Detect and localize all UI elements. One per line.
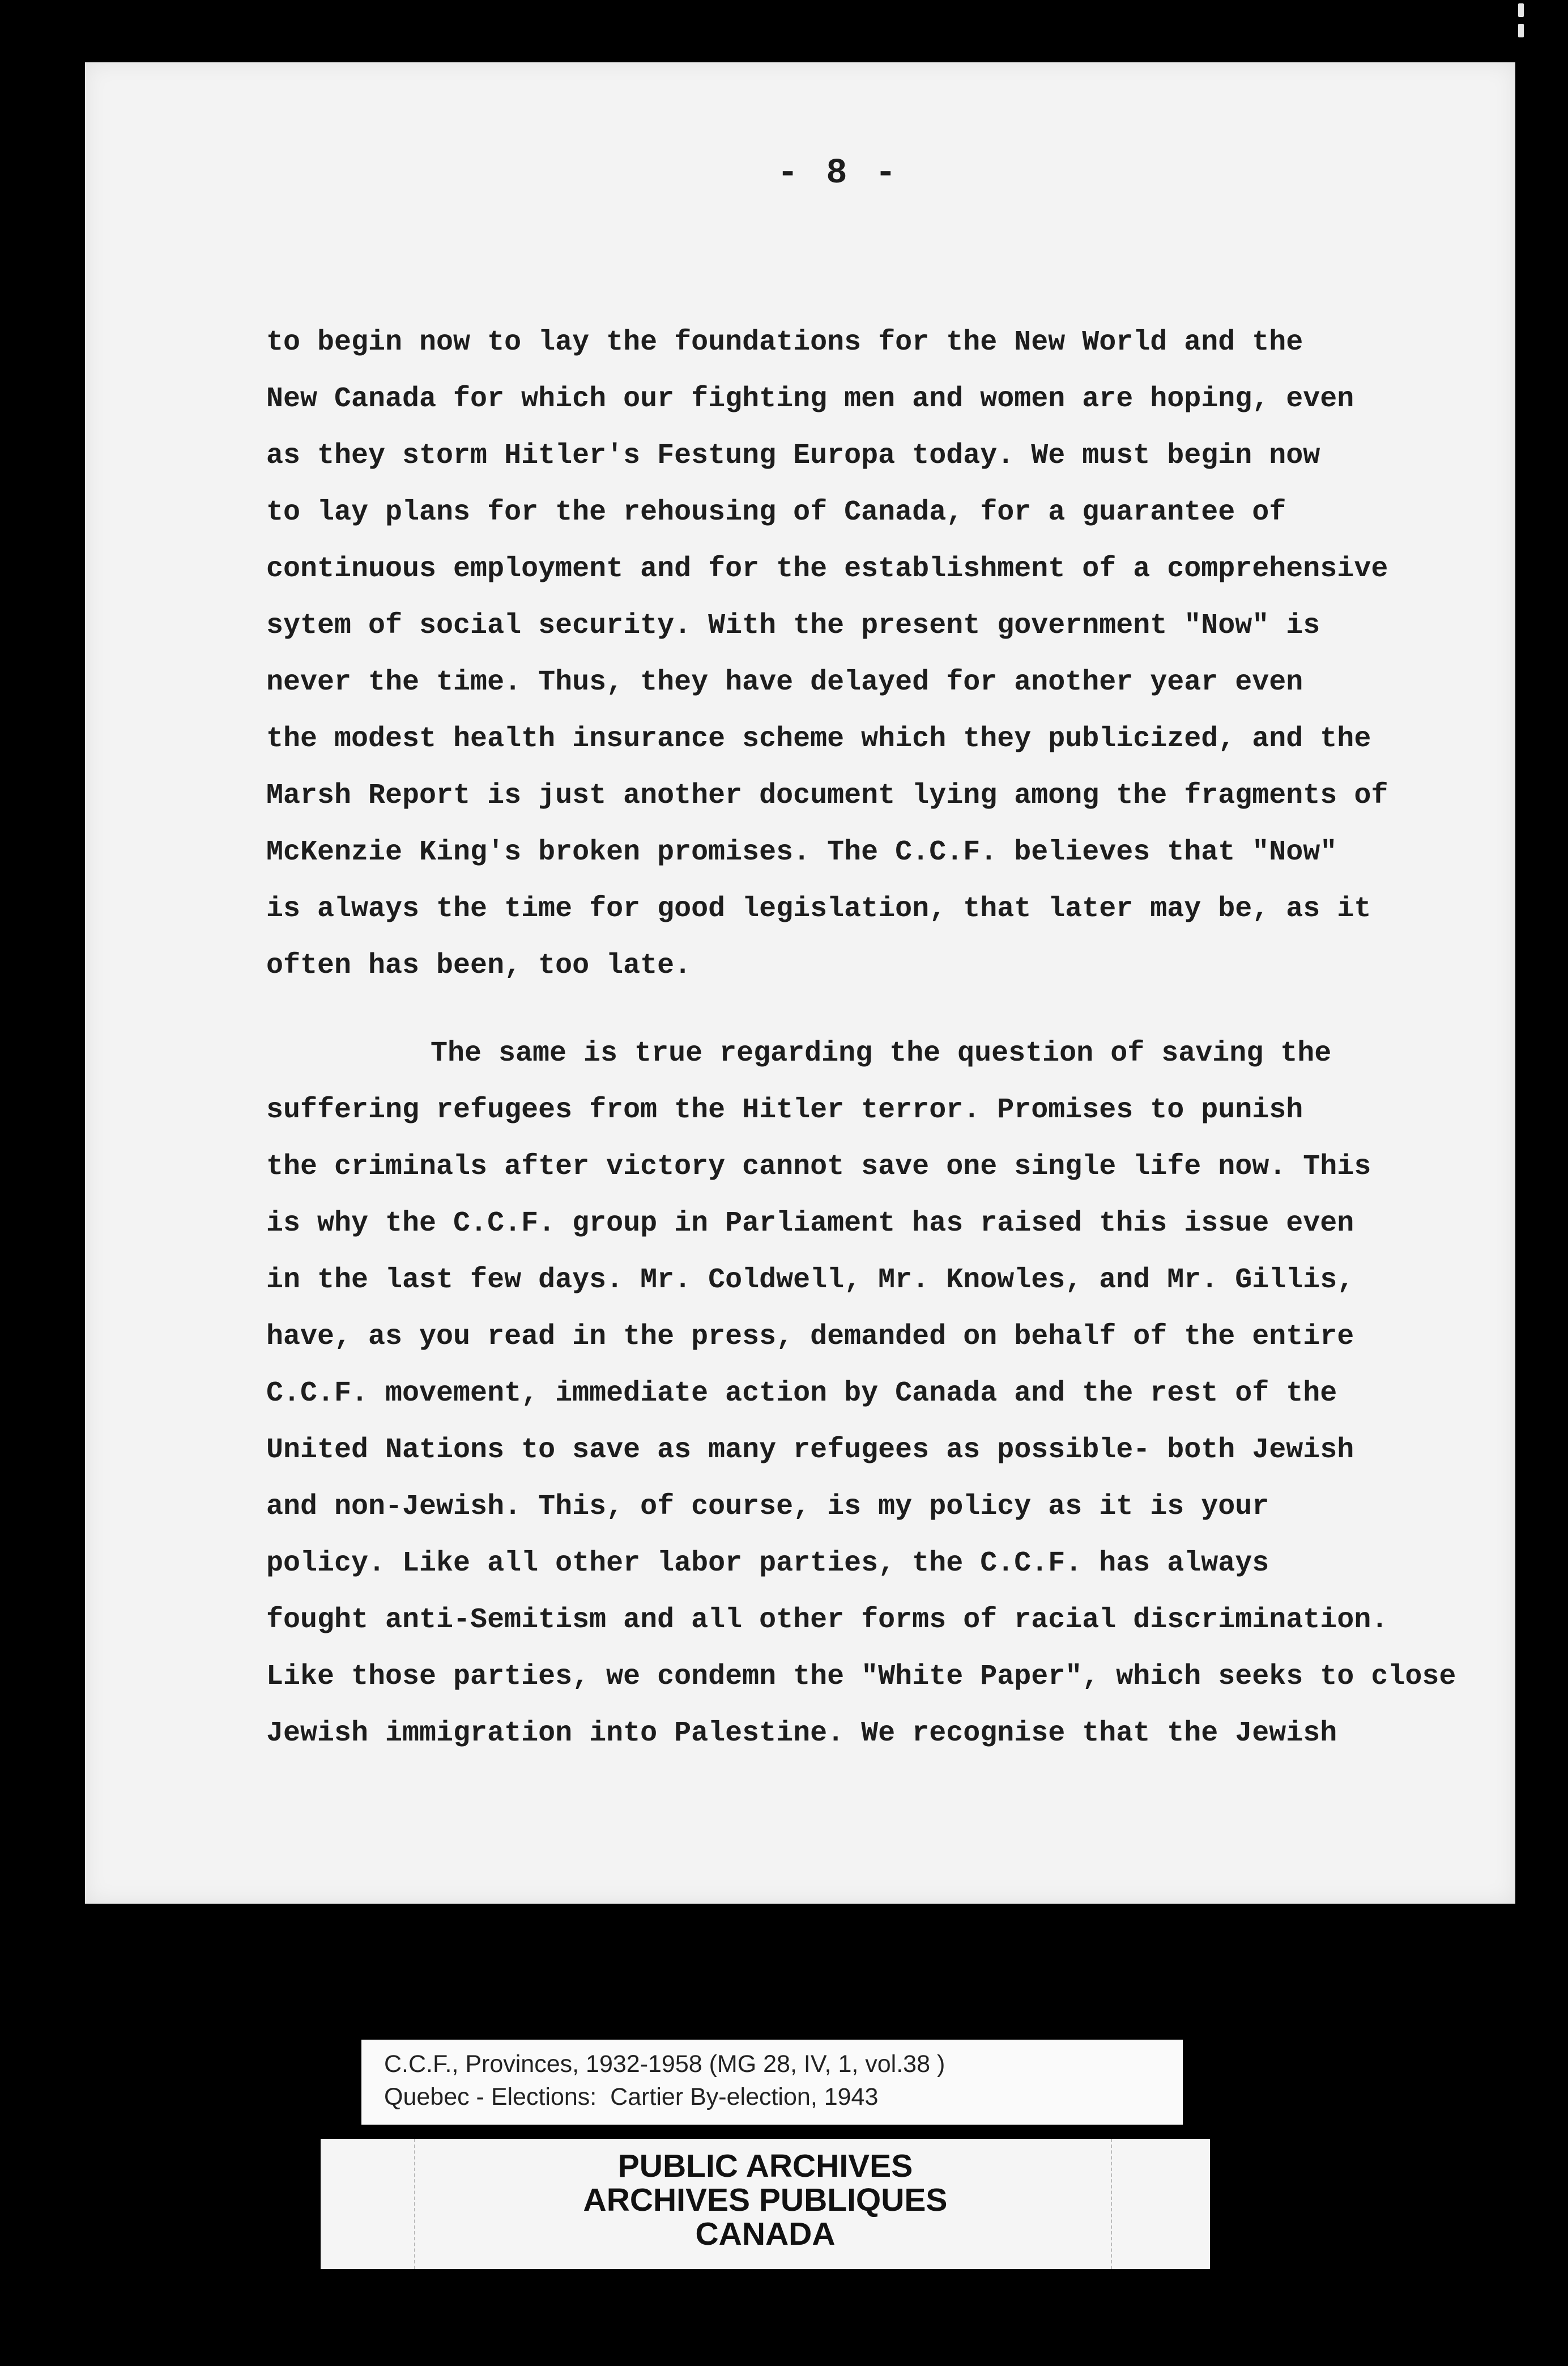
- text-line: to lay plans for the rehousing of Canada, for a guarantee of: [266, 496, 1286, 529]
- text-line: sytem of social security. With the present government "Now" is: [266, 610, 1320, 642]
- text-line: policy. Like all other labor parties, the C.C.F. has always: [266, 1547, 1269, 1580]
- catalog-label-line: Quebec - Elections: Cartier By-election, 1943: [384, 2083, 879, 2110]
- page-number: - 8 -: [777, 153, 900, 193]
- paragraph-1: [266, 314, 1484, 994]
- archive-stamp: [321, 2139, 1210, 2269]
- text-line: C.C.F. movement, immediate action by Canada and the rest of the: [266, 1377, 1337, 1410]
- text-line: Jewish immigration into Palestine. We recognise that the Jewish: [266, 1717, 1337, 1750]
- text-line: McKenzie King's broken promises. The C.C.F. believes that "Now": [266, 836, 1337, 869]
- text-line: New Canada for which our fighting men and women are hoping, even: [266, 383, 1354, 415]
- text-line: never the time. Thus, they have delayed for another year even: [266, 666, 1303, 699]
- text-line: to begin now to lay the foundations for the New World and the: [266, 326, 1303, 359]
- text-line: United Nations to save as many refugees as possible- both Jewish: [266, 1434, 1354, 1466]
- text-line: Marsh Report is just another document lying among the fragments of: [266, 780, 1388, 812]
- text-line: and non-Jewish. This, of course, is my policy as it is your: [266, 1491, 1269, 1523]
- text-line: The same is true regarding the question of saving the: [431, 1037, 1332, 1070]
- text-line: the criminals after victory cannot save one single life now. This: [266, 1151, 1371, 1183]
- text-line: fought anti-Semitism and all other forms of racial discrimination.: [266, 1604, 1388, 1636]
- film-mark-dot: [1518, 3, 1524, 17]
- text-line: is always the time for good legislation, that later may be, as it: [266, 893, 1371, 925]
- catalog-label: [361, 2040, 1183, 2125]
- text-line: Like those parties, we condemn the "White Paper", which seeks to close: [266, 1661, 1456, 1693]
- stamp-line: PUBLIC ARCHIVES: [617, 2148, 913, 2184]
- text-line: as they storm Hitler's Festung Europa today. We must begin now: [266, 440, 1320, 472]
- text-line: often has been, too late.: [266, 950, 692, 982]
- text-line: suffering refugees from the Hitler terror. Promises to punish: [266, 1094, 1303, 1126]
- text-line: continuous employment and for the establishment of a comprehensive: [266, 553, 1388, 585]
- text-line: the modest health insurance scheme which they publicized, and the: [266, 723, 1371, 755]
- text-line: have, as you read in the press, demanded on behalf of the entire: [266, 1321, 1354, 1353]
- stamp-line: ARCHIVES PUBLIQUES: [583, 2182, 948, 2218]
- text-line: in the last few days. Mr. Coldwell, Mr. Knowles, and Mr. Gillis,: [266, 1264, 1354, 1296]
- paragraph-2: [266, 1025, 1484, 1762]
- text-line: is why the C.C.F. group in Parliament has raised this issue even: [266, 1207, 1354, 1240]
- stamp-line: CANADA: [695, 2216, 836, 2252]
- stamp-text: [321, 2149, 1210, 2251]
- catalog-label-line: C.C.F., Provinces, 1932-1958 (MG 28, IV, 1, vol.38 ): [384, 2050, 945, 2078]
- film-mark-dot: [1518, 24, 1524, 37]
